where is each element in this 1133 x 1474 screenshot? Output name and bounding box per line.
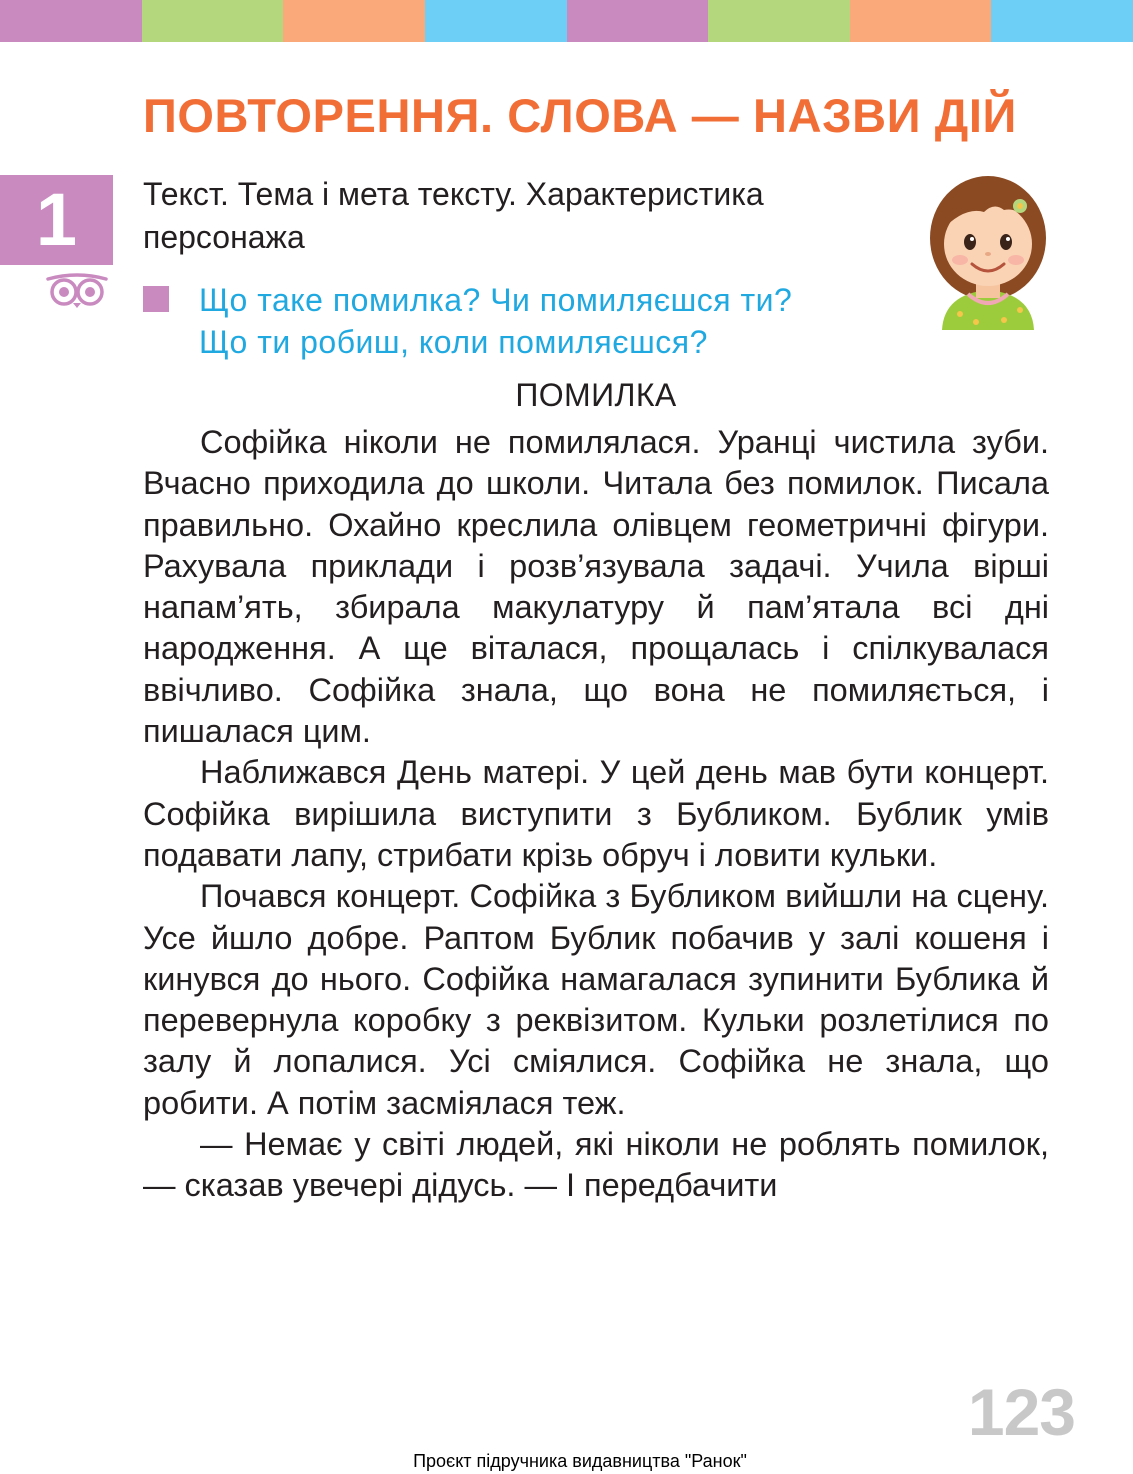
task-question-1: Що таке помилка? Чи помиляєшся ти? — [199, 282, 793, 318]
page-number: 123 — [967, 1375, 1075, 1449]
page-title: ПОВТОРЕННЯ. СЛОВА — НАЗВИ ДІЙ — [143, 89, 1017, 142]
owl-icon — [44, 273, 110, 309]
color-stripe-segment — [0, 0, 142, 42]
footer-note: Проєкт підручника видавництва "Ранок" — [413, 1451, 747, 1471]
color-stripe-segment — [708, 0, 850, 42]
color-stripe-segment — [142, 0, 284, 42]
color-stripe-segment — [850, 0, 992, 42]
story-paragraph: Софійка ніколи не помилялася. Уранці чистила зуби. Вчасно приходила до школи. Читала без помилок. Писала правильно. Охайно креслила олівцем геометричні фігури. Рахувала приклади і розв’язувала задачі. Учила вірші напам’ять, збирала макулатуру й пам’ятала всі дні народження. А ще віталася, прощалась і спілкувалася ввічливо. Софійка знала, що вона не помиляється, і пишалася цим. — [143, 424, 1049, 750]
story-title: ПОМИЛКА — [515, 377, 677, 413]
task-questions — [199, 279, 919, 363]
story-paragraph: — Немає у світі людей, які ніколи не роблять помилок, — сказав увечері дідусь. — І передбачити — [143, 1126, 1049, 1204]
color-stripe-bar — [0, 0, 1133, 42]
story-text — [143, 422, 1049, 1207]
task-marker — [143, 286, 169, 312]
color-stripe-segment — [425, 0, 567, 42]
color-stripe-segment — [283, 0, 425, 42]
color-stripe-segment — [991, 0, 1133, 42]
story-paragraph: Наближався День матері. У цей день мав бути концерт. Софійка вирішила виступити з Бубликом. Бублик умів подавати лапу, стрибати крізь обруч і ловити кульки. — [143, 754, 1049, 873]
color-stripe-segment — [567, 0, 709, 42]
lesson-subtitle: Текст. Тема і мета тексту. Характеристика персонажа — [143, 176, 764, 255]
girl-illustration — [924, 166, 1052, 330]
lesson-number: 1 — [35, 178, 78, 261]
story-paragraph: Почався концерт. Софійка з Бубликом вийшли на сцену. Усе йшло добре. Раптом Бублик побачив у залі кошеня і кинувся до нього. Софійка намагалася зупинити Бублика й перевернула коробку з реквізитом. Кульки розлетілися по залу й лопалися. Усі сміялися. Софійка не знала, що робити. А потім засміялася теж. — [143, 878, 1049, 1121]
task-question-2: Що ти робиш, коли помиляєшся? — [199, 324, 708, 360]
